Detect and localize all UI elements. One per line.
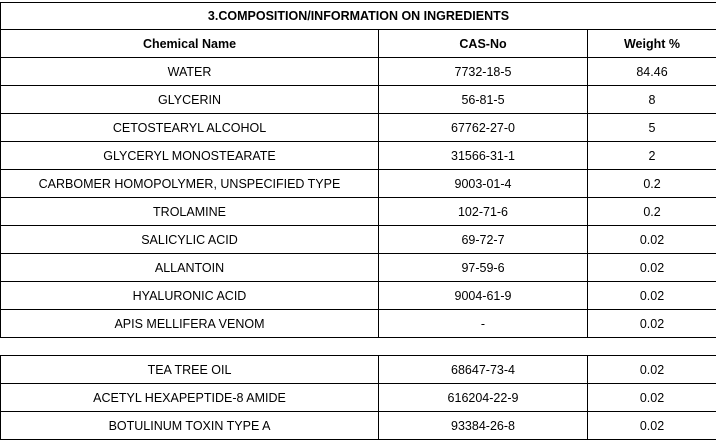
weight-cell: 0.02 <box>588 412 716 440</box>
cas-no-cell: 102-71-6 <box>379 198 588 226</box>
header-cas-no: CAS-No <box>379 30 588 58</box>
cas-no-cell: 69-72-7 <box>379 226 588 254</box>
cas-no-cell: 68647-73-4 <box>379 356 588 384</box>
ingredients-body-continued <box>1 356 716 440</box>
table-row <box>1 310 716 338</box>
weight-cell: 0.02 <box>588 254 716 282</box>
section-title-row <box>1 3 716 30</box>
weight-cell: 0.02 <box>588 356 716 384</box>
weight-cell: 0.02 <box>588 310 716 338</box>
table-row <box>1 58 716 86</box>
cas-no-cell: 93384-26-8 <box>379 412 588 440</box>
weight-cell: 5 <box>588 114 716 142</box>
ingredients-table <box>0 2 716 338</box>
cas-no-cell: 67762-27-0 <box>379 114 588 142</box>
table-row <box>1 356 716 384</box>
chemical-name-cell: CETOSTEARYL ALCOHOL <box>1 114 379 142</box>
header-chemical-name: Chemical Name <box>1 30 379 58</box>
table-row <box>1 86 716 114</box>
chemical-name-cell: TEA TREE OIL <box>1 356 379 384</box>
table-row <box>1 412 716 440</box>
chemical-name-cell: CARBOMER HOMOPOLYMER, UNSPECIFIED TYPE <box>1 170 379 198</box>
chemical-name-cell: BOTULINUM TOXIN TYPE A <box>1 412 379 440</box>
cas-no-cell: 97-59-6 <box>379 254 588 282</box>
cas-no-cell: - <box>379 310 588 338</box>
weight-cell: 0.02 <box>588 282 716 310</box>
cas-no-cell: 616204-22-9 <box>379 384 588 412</box>
chemical-name-cell: ACETYL HEXAPEPTIDE-8 AMIDE <box>1 384 379 412</box>
chemical-name-cell: GLYCERYL MONOSTEARATE <box>1 142 379 170</box>
chemical-name-cell: SALICYLIC ACID <box>1 226 379 254</box>
ingredients-table-continued <box>0 355 716 440</box>
chemical-name-cell: WATER <box>1 58 379 86</box>
header-row <box>1 30 716 58</box>
section-title: 3.COMPOSITION/INFORMATION ON INGREDIENTS <box>1 3 716 30</box>
chemical-name-cell: TROLAMINE <box>1 198 379 226</box>
weight-cell: 8 <box>588 86 716 114</box>
chemical-name-cell: GLYCERIN <box>1 86 379 114</box>
chemical-name-cell: HYALURONIC ACID <box>1 282 379 310</box>
table-row <box>1 170 716 198</box>
weight-cell: 0.02 <box>588 384 716 412</box>
chemical-name-cell: ALLANTOIN <box>1 254 379 282</box>
cas-no-cell: 31566-31-1 <box>379 142 588 170</box>
weight-cell: 0.2 <box>588 198 716 226</box>
table-row <box>1 142 716 170</box>
table-row <box>1 384 716 412</box>
table-row <box>1 114 716 142</box>
weight-cell: 2 <box>588 142 716 170</box>
weight-cell: 84.46 <box>588 58 716 86</box>
table-row <box>1 282 716 310</box>
cas-no-cell: 56-81-5 <box>379 86 588 114</box>
header-weight: Weight % <box>588 30 716 58</box>
ingredients-body <box>1 58 716 338</box>
weight-cell: 0.02 <box>588 226 716 254</box>
weight-cell: 0.2 <box>588 170 716 198</box>
table-row <box>1 254 716 282</box>
table-row <box>1 198 716 226</box>
cas-no-cell: 7732-18-5 <box>379 58 588 86</box>
cas-no-cell: 9004-61-9 <box>379 282 588 310</box>
cas-no-cell: 9003-01-4 <box>379 170 588 198</box>
chemical-name-cell: APIS MELLIFERA VENOM <box>1 310 379 338</box>
table-row <box>1 226 716 254</box>
